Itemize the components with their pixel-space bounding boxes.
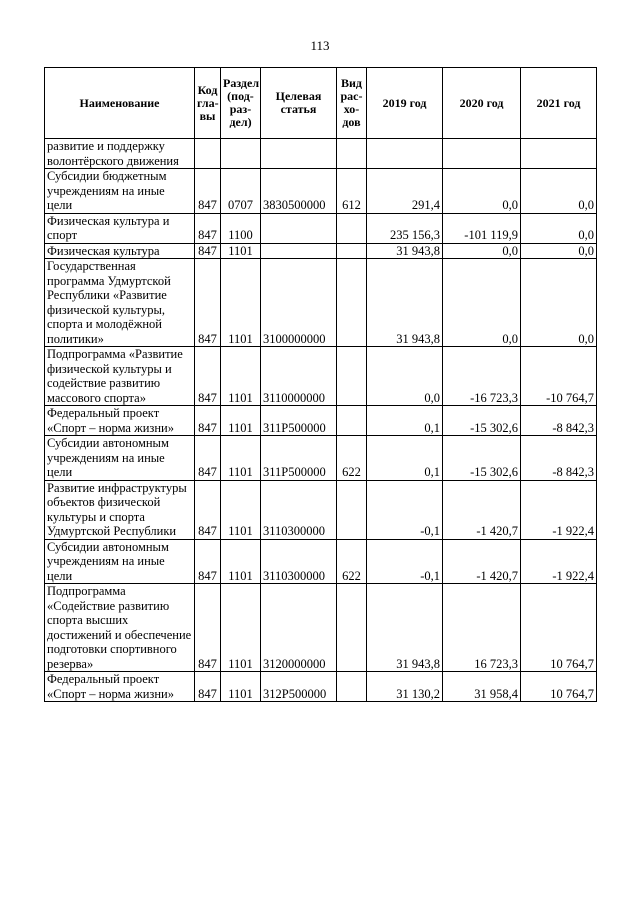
cell-target [261, 139, 337, 169]
cell-2020: -101 119,9 [443, 213, 521, 243]
cell-2019: 31 130,2 [367, 672, 443, 702]
cell-2021: -1 922,4 [521, 480, 597, 539]
cell-exp-type [337, 480, 367, 539]
cell-2021: 0,0 [521, 259, 597, 347]
col-header-name: Наименование [45, 68, 195, 139]
cell-2021: 0,0 [521, 169, 597, 214]
cell-target [261, 243, 337, 259]
page-number: 113 [310, 38, 330, 53]
cell-2019: 0,1 [367, 436, 443, 481]
table-row [45, 436, 597, 481]
cell-code: 847 [195, 480, 221, 539]
cell-2019: 235 156,3 [367, 213, 443, 243]
cell-2021: 10 764,7 [521, 672, 597, 702]
cell-exp-type [337, 213, 367, 243]
cell-section: 1101 [221, 259, 261, 347]
cell-2020: 0,0 [443, 169, 521, 214]
cell-name: Федеральный проект «Спорт – норма жизни» [45, 406, 195, 436]
cell-2020: -15 302,6 [443, 406, 521, 436]
cell-2020: -15 302,6 [443, 436, 521, 481]
cell-section: 0707 [221, 169, 261, 214]
table-row [45, 169, 597, 214]
cell-2019: 31 943,8 [367, 584, 443, 672]
cell-2021: 0,0 [521, 213, 597, 243]
cell-exp-type [337, 347, 367, 406]
cell-2021: 10 764,7 [521, 584, 597, 672]
cell-name: Подпрограмма «Развитие физической культуры и содействие развитию массового спорта» [45, 347, 195, 406]
cell-section: 1101 [221, 539, 261, 584]
cell-exp-type [337, 672, 367, 702]
table-row [45, 584, 597, 672]
cell-code: 847 [195, 584, 221, 672]
table-row [45, 243, 597, 259]
cell-2020: -16 723,3 [443, 347, 521, 406]
table-row [45, 480, 597, 539]
cell-target: 3110000000 [261, 347, 337, 406]
cell-section: 1101 [221, 584, 261, 672]
cell-2020: 0,0 [443, 243, 521, 259]
cell-section: 1101 [221, 243, 261, 259]
cell-exp-type: 622 [337, 539, 367, 584]
cell-exp-type [337, 259, 367, 347]
col-header-exp-type: Вид рас-хо-дов [337, 68, 367, 139]
cell-section: 1101 [221, 480, 261, 539]
cell-section: 1101 [221, 672, 261, 702]
cell-code: 847 [195, 406, 221, 436]
table-header-row [45, 68, 597, 139]
cell-section [221, 139, 261, 169]
cell-2019: -0,1 [367, 539, 443, 584]
cell-name: Государственная программа Удмуртской Республики «Развитие физической культуры, спорта и молодёжной политики» [45, 259, 195, 347]
cell-2019: 31 943,8 [367, 259, 443, 347]
cell-code: 847 [195, 213, 221, 243]
cell-target: 3110300000 [261, 480, 337, 539]
cell-target: 311P500000 [261, 436, 337, 481]
cell-target: 3830500000 [261, 169, 337, 214]
cell-code: 847 [195, 259, 221, 347]
cell-target: 312P500000 [261, 672, 337, 702]
cell-section: 1100 [221, 213, 261, 243]
cell-code: 847 [195, 169, 221, 214]
cell-target: 311P500000 [261, 406, 337, 436]
cell-code: 847 [195, 539, 221, 584]
cell-exp-type [337, 584, 367, 672]
cell-code: 847 [195, 243, 221, 259]
cell-code [195, 139, 221, 169]
cell-target: 3120000000 [261, 584, 337, 672]
cell-2021: -10 764,7 [521, 347, 597, 406]
cell-2020: 0,0 [443, 259, 521, 347]
cell-name: Субсидии автономным учреждениям на иные цели [45, 436, 195, 481]
cell-exp-type [337, 243, 367, 259]
cell-2019: -0,1 [367, 480, 443, 539]
cell-target: 3100000000 [261, 259, 337, 347]
table-row [45, 539, 597, 584]
cell-section: 1101 [221, 406, 261, 436]
col-header-code: Код гла-вы [195, 68, 221, 139]
cell-2020 [443, 139, 521, 169]
cell-section: 1101 [221, 436, 261, 481]
cell-code: 847 [195, 436, 221, 481]
cell-2021: -1 922,4 [521, 539, 597, 584]
cell-code: 847 [195, 347, 221, 406]
col-header-2019: 2019 год [367, 68, 443, 139]
cell-name: Подпрограмма «Содействие развитию спорта высших достижений и обеспечение подготовки спортивного резерва» [45, 584, 195, 672]
cell-name: Субсидии бюджетным учреждениям на иные цели [45, 169, 195, 214]
cell-2019: 0,0 [367, 347, 443, 406]
cell-2019 [367, 139, 443, 169]
col-header-2021: 2021 год [521, 68, 597, 139]
table-row [45, 213, 597, 243]
cell-name: Развитие инфраструктуры объектов физической культуры и спорта Удмуртской Республики [45, 480, 195, 539]
cell-name: Федеральный проект «Спорт – норма жизни» [45, 672, 195, 702]
cell-2020: -1 420,7 [443, 539, 521, 584]
cell-2019: 0,1 [367, 406, 443, 436]
cell-2021: -8 842,3 [521, 436, 597, 481]
cell-2021: 0,0 [521, 243, 597, 259]
cell-name: Физическая культура [45, 243, 195, 259]
cell-target: 3110300000 [261, 539, 337, 584]
cell-2020: -1 420,7 [443, 480, 521, 539]
col-header-2020: 2020 год [443, 68, 521, 139]
col-header-section: Раздел (под-раз-дел) [221, 68, 261, 139]
cell-name: Субсидии автономным учреждениям на иные цели [45, 539, 195, 584]
cell-2021: -8 842,3 [521, 406, 597, 436]
cell-exp-type [337, 406, 367, 436]
cell-2021 [521, 139, 597, 169]
table-body [45, 139, 597, 702]
col-header-target: Целевая статья [261, 68, 337, 139]
cell-target [261, 213, 337, 243]
table-row [45, 347, 597, 406]
table-row [45, 259, 597, 347]
table-row [45, 672, 597, 702]
cell-exp-type [337, 139, 367, 169]
cell-2019: 291,4 [367, 169, 443, 214]
cell-code: 847 [195, 672, 221, 702]
cell-name: развитие и поддержку волонтёрского движения [45, 139, 195, 169]
cell-2019: 31 943,8 [367, 243, 443, 259]
cell-section: 1101 [221, 347, 261, 406]
table-row [45, 139, 597, 169]
table-row [45, 406, 597, 436]
cell-2020: 31 958,4 [443, 672, 521, 702]
cell-exp-type: 622 [337, 436, 367, 481]
cell-2020: 16 723,3 [443, 584, 521, 672]
cell-name: Физическая культура и спорт [45, 213, 195, 243]
cell-exp-type: 612 [337, 169, 367, 214]
budget-table [44, 67, 597, 702]
